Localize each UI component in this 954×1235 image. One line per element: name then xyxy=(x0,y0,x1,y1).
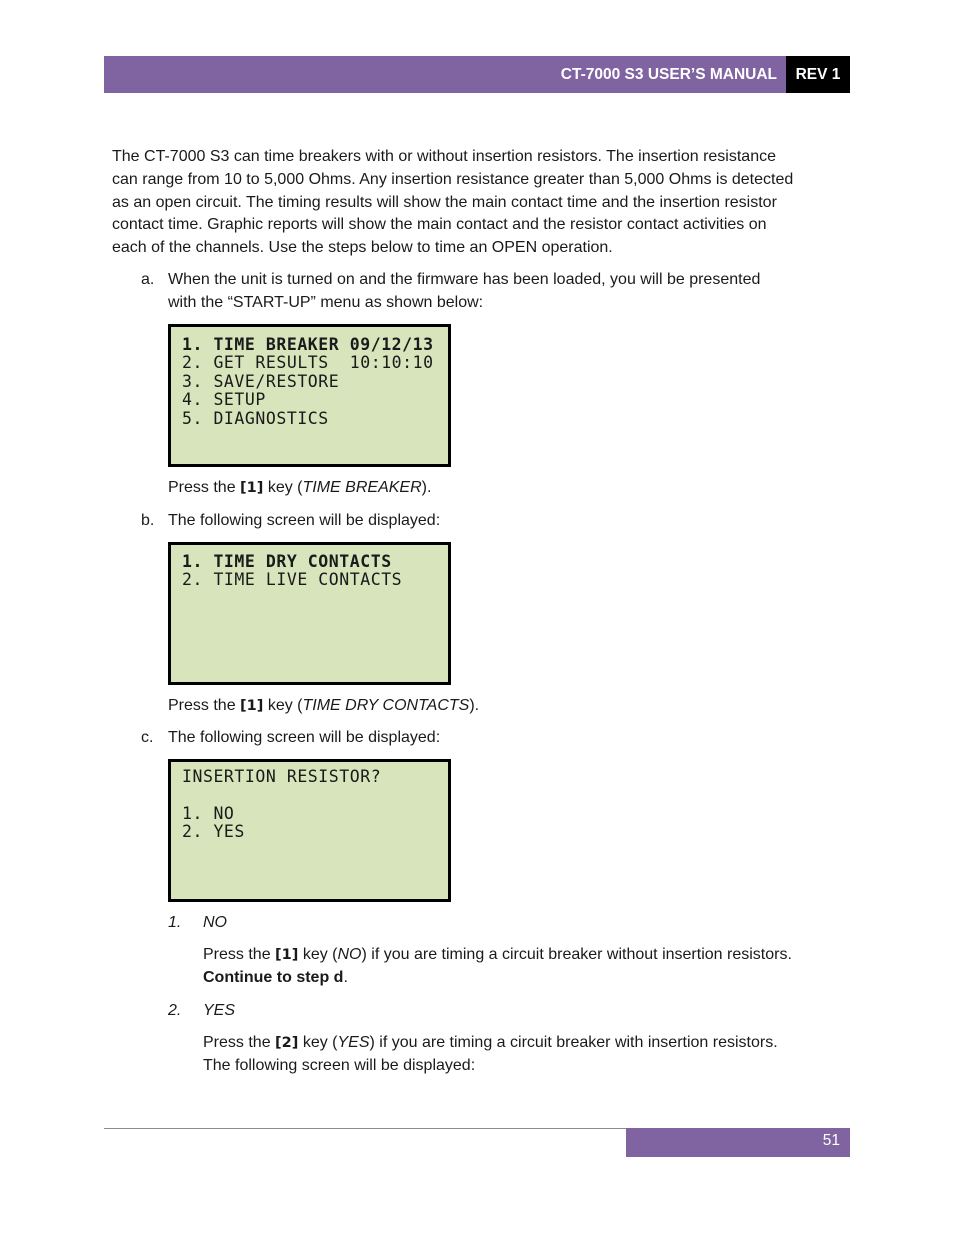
instruction-text: ). xyxy=(421,479,432,496)
lcd-time-breaker-menu xyxy=(168,542,451,685)
key-label: [1] xyxy=(275,947,299,963)
continue-note: Continue to step d xyxy=(203,968,344,986)
key-name: TIME DRY CONTACTS xyxy=(302,697,470,714)
footer-page-box xyxy=(626,1128,850,1157)
key-name: YES xyxy=(337,1034,370,1051)
lcd-line: 5. DIAGNOSTICS xyxy=(182,409,329,428)
key-label: [1] xyxy=(240,480,264,496)
option-yes-title: YES xyxy=(203,1002,236,1019)
step-b-text: The following screen will be displayed: xyxy=(168,512,441,529)
instruction-text: key ( xyxy=(263,697,303,714)
key-name: TIME BREAKER xyxy=(302,479,422,496)
footer-divider xyxy=(104,1128,626,1129)
option-yes-instruction xyxy=(203,1032,778,1078)
instruction-text: key ( xyxy=(298,946,338,963)
page-header xyxy=(104,56,850,93)
intro-line: contact time. Graphic reports will show the main contact and the resistor contact activities on xyxy=(112,216,767,234)
intro-line: as an open circuit. The timing results will show the main contact time and the insertion resistor xyxy=(112,193,777,211)
key-label: [1] xyxy=(240,698,264,714)
lcd-line: 3. SAVE/RESTORE xyxy=(182,372,340,391)
revision-badge: REV 1 xyxy=(786,56,850,93)
option-no-marker: 1. xyxy=(168,914,182,931)
lcd-line: INSERTION RESISTOR? xyxy=(182,767,382,786)
key-name: NO xyxy=(337,946,362,963)
option-no-title: NO xyxy=(203,914,227,931)
lcd-line: 4. SETUP xyxy=(182,390,266,409)
step-a-marker: a. xyxy=(141,271,155,288)
intro-paragraph xyxy=(112,146,848,260)
instruction-text: Press the xyxy=(168,479,241,496)
step-a-line: with the “START-UP” menu as shown below: xyxy=(168,293,484,311)
instruction-text: Press the xyxy=(203,946,276,963)
lcd-line: 1. TIME DRY CONTACTS xyxy=(182,552,392,571)
option-yes-line-2: The following screen will be displayed: xyxy=(203,1056,476,1074)
instruction-text: ). xyxy=(469,697,480,714)
lcd-line: 2. GET RESULTS 10:10:10 xyxy=(182,353,434,372)
step-b-marker: b. xyxy=(141,512,155,529)
intro-line: can range from 10 to 5,000 Ohms. Any insertion resistance greater than 5,000 Ohms is detected xyxy=(112,170,794,188)
option-yes-marker: 2. xyxy=(168,1002,182,1019)
lcd-insertion-resistor-menu xyxy=(168,759,451,902)
lcd-startup-menu xyxy=(168,324,451,467)
instruction-text: Press the xyxy=(168,697,241,714)
step-a-line: When the unit is turned on and the firmware has been loaded, you will be presented xyxy=(168,271,761,288)
step-c-text: The following screen will be displayed: xyxy=(168,729,441,746)
instruction-text: ) if you are timing a circuit breaker with insertion resistors. xyxy=(369,1034,778,1051)
instruction-text: Press the xyxy=(203,1034,276,1051)
step-a-instruction xyxy=(168,477,431,500)
lcd-line: 2. TIME LIVE CONTACTS xyxy=(182,570,403,589)
lcd-line: 2. YES xyxy=(182,822,245,841)
manual-title: CT-7000 S3 USER’S MANUAL xyxy=(560,66,777,83)
step-c-marker: c. xyxy=(141,729,154,746)
instruction-text: key ( xyxy=(298,1034,338,1051)
key-label: [2] xyxy=(275,1035,299,1051)
lcd-line: 1. NO xyxy=(182,804,235,823)
step-b-instruction xyxy=(168,695,479,718)
option-yes-line-1 xyxy=(203,1032,778,1055)
option-no-line-2 xyxy=(203,967,792,990)
step-a-text xyxy=(168,269,760,315)
instruction-text: key ( xyxy=(263,479,303,496)
instruction-text: . xyxy=(343,968,348,986)
intro-line: The CT-7000 S3 can time breakers with or without insertion resistors. The insertion resistance xyxy=(112,148,776,165)
page-number: 51 xyxy=(822,1132,840,1149)
option-no-instruction xyxy=(203,944,792,990)
lcd-line: 1. TIME BREAKER 09/12/13 xyxy=(182,335,434,354)
option-no-line-1 xyxy=(203,944,792,967)
instruction-text: ) if you are timing a circuit breaker without insertion resistors. xyxy=(361,946,792,963)
intro-line: each of the channels. Use the steps below to time an OPEN operation. xyxy=(112,239,613,257)
